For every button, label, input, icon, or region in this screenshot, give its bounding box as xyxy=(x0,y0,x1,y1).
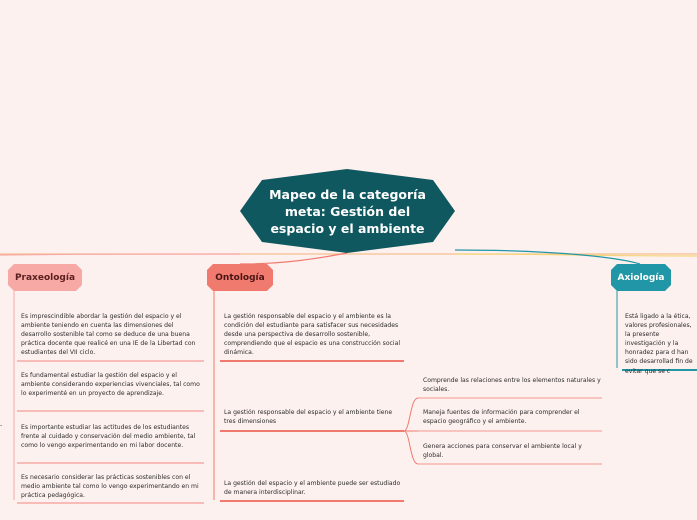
praxeologia-item[interactable]: Es imprescindible abordar la gestión del espacio y el ambiente teniendo en cuenta las dimensiones del desarrollo sostenible tal como se deduce de una buena práctica docente que realicé en una IE de la Libertad con estudiantes del VII ciclo. xyxy=(21,313,196,357)
praxeologia-item[interactable]: Es importante estudiar las actitudes de los estudiantes frente al cuidado y conservación del medio ambiente, tal como lo vengo experimentando en mi labor docente. xyxy=(21,424,196,450)
central-topic-title: Mapeo de la categoría meta: Gestión del espacio y el ambiente xyxy=(269,186,426,236)
praxeologia-item[interactable]: Es necesario considerar las prácticas sostenibles con el medio ambiente tal como lo vengo experimentando en mi práctica pedagógica. xyxy=(21,474,199,500)
connector-onto-branch xyxy=(240,253,347,264)
central-topic[interactable] xyxy=(240,169,455,253)
ontologia-dimension-item[interactable]: Comprende las relaciones entre los elementos naturales y sociales. xyxy=(423,377,601,394)
branch-axiologia-label: Axiología xyxy=(617,272,665,283)
ontologia-dimension-item[interactable]: Maneja fuentes de información para comprender el espacio geográfico y el ambiente. xyxy=(423,409,580,426)
branch-praxeologia-label: Praxeología xyxy=(14,272,76,283)
ontologia-item[interactable]: La gestión del espacio y el ambiente puede ser estudiado de manera interdisciplinar. xyxy=(224,480,401,497)
connector-axio-node xyxy=(455,250,640,264)
ontologia-item[interactable]: La gestión responsable del espacio y el ambiente es la condición del estudiante para satisfacer sus necesidades desde una perspectiva de desarrollo sostenible, comprendiendo que el espacio es una construcción social dinámica. xyxy=(224,313,401,357)
branch-axiologia[interactable] xyxy=(611,264,671,291)
branch-ontologia[interactable] xyxy=(207,264,273,291)
dimension-connector xyxy=(404,398,418,431)
ontologia-item[interactable]: La gestión responsable del espacio y el ambiente tiene tres dimensiones xyxy=(224,409,393,426)
dimension-connector xyxy=(404,431,418,464)
connector-left-branch xyxy=(0,254,240,255)
praxeologia-item[interactable]: Es fundamental estudiar la gestión del espacio y el ambiente considerando experiencias vivenciales, tal como lo experimenté en un proyecto de aprendizaje. xyxy=(21,372,200,398)
axiologia-item[interactable]: Está ligado a la ética, valores profesionales, la presente investigación y la honradez para d han sido desarrollad fin de evitar que se c xyxy=(625,313,693,375)
ontologia-dimension-item[interactable]: Genera acciones para conservar el ambiente local y global. xyxy=(423,443,582,460)
branch-praxeologia[interactable] xyxy=(8,264,82,291)
branch-ontologia-label: Ontología xyxy=(215,272,265,283)
edge-marker: - xyxy=(0,422,3,429)
